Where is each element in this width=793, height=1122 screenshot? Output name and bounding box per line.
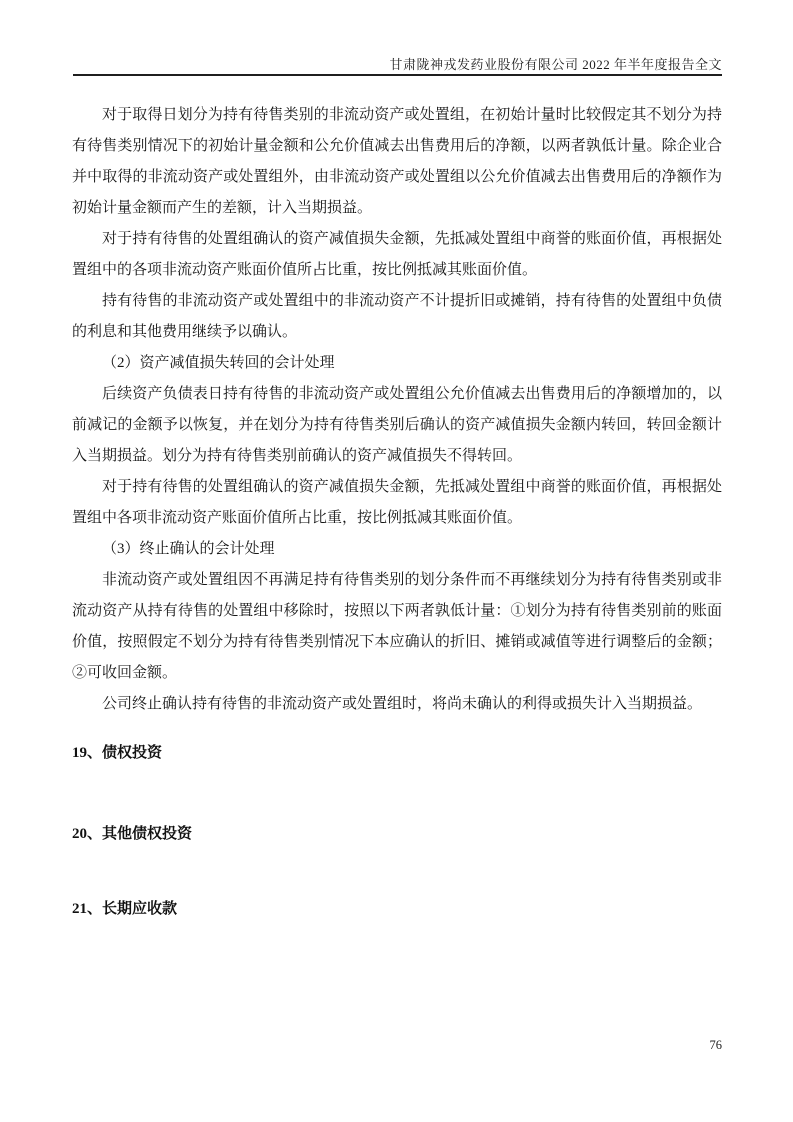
paragraph-reclassification-measurement: 非流动资产或处置组因不再满足持有待售类别的划分条件而不再继续划分为持有待售类别或非流动资产从持有待售的处置组中移除时，按照以下两者孰低计量：①划分为持有待售类别前的账面价值，按照假定不划分为持有待售类别情况下本应确认的折旧、摊销或减值等进行调整后的金额；②可收回金额。	[72, 572, 722, 681]
header-title: 甘肃陇神戎发药业股份有限公司 2022 年半年度报告全文	[389, 57, 722, 72]
paragraph-impairment-allocation-1: 对于持有待售的处置组确认的资产减值损失金额，先抵减处置组中商誉的账面价值，再根据处置组中的各项非流动资产账面价值所占比重，按比例抵减其账面价值。	[72, 231, 722, 278]
header-divider	[73, 74, 722, 76]
paragraph-initial-measurement: 对于取得日划分为持有待售类别的非流动资产或处置组，在初始计量时比较假定其不划分为持有待售类别情况下的初始计量金额和公允价值减去出售费用后的净额，以两者孰低计量。除企业合并中取得的非流动资产或处置组外，由非流动资产或处置组以公允价值减去出售费用后的净额作为初始计量金额而产生的差额，计入当期损益。	[72, 107, 722, 216]
paragraph-derecognition-gain-loss: 公司终止确认持有待售的非流动资产或处置组时，将尚未确认的利得或损失计入当期损益。	[102, 696, 703, 712]
section-heading-other-debt-investments: 20、其他债权投资	[72, 826, 193, 842]
page-header	[73, 54, 722, 73]
subheading-impairment-reversal: （2）资产减值损失转回的会计处理	[102, 355, 335, 371]
document-body	[72, 100, 722, 919]
section-heading-long-term-receivables: 21、长期应收款	[72, 901, 178, 917]
page-footer	[72, 1038, 722, 1053]
paragraph-impairment-allocation-2: 对于持有待售的处置组确认的资产减值损失金额，先抵减处置组中商誉的账面价值，再根据处置组中各项非流动资产账面价值所占比重，按比例抵减其账面价值。	[72, 479, 722, 526]
subheading-derecognition: （3）终止确认的会计处理	[102, 541, 275, 557]
paragraph-reversal-rule: 后续资产负债表日持有待售的非流动资产或处置组公允价值减去出售费用后的净额增加的，以前减记的金额予以恢复，并在划分为持有待售类别后确认的资产减值损失金额内转回，转回金额计入当期损益。划分为持有待售类别前确认的资产减值损失不得转回。	[72, 386, 722, 464]
paragraph-no-depreciation: 持有待售的非流动资产或处置组中的非流动资产不计提折旧或摊销，持有待售的处置组中负债的利息和其他费用继续予以确认。	[72, 293, 722, 340]
section-heading-debt-investments: 19、债权投资	[72, 745, 163, 761]
page-number: 76	[709, 1038, 722, 1052]
